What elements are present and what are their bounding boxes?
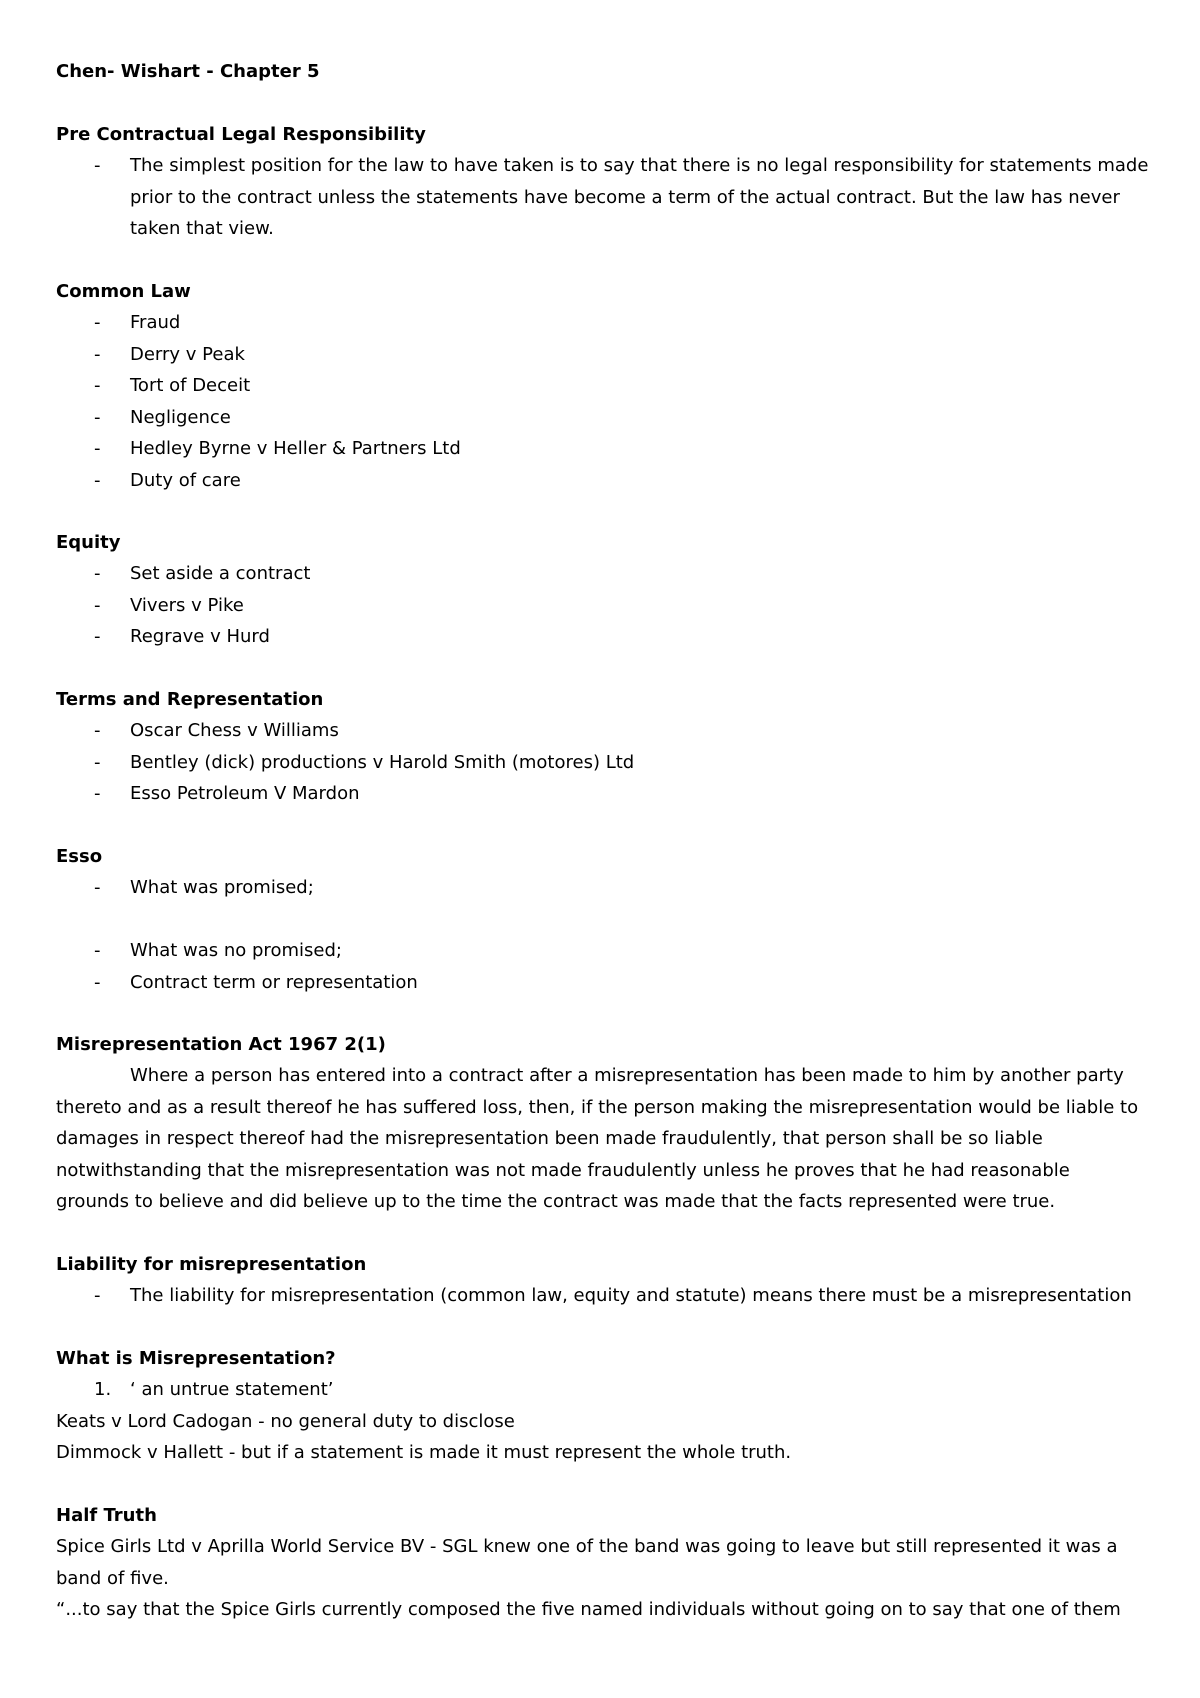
list-item: Bentley (dick) productions v Harold Smith (motores) Ltd — [130, 752, 635, 773]
bullet-dash: - — [94, 720, 101, 741]
bullet-dash: - — [94, 344, 101, 365]
case-line: Spice Girls Ltd v Aprilla World Service BV - SGL knew one of the band was going to leave but still represented it was a — [56, 1536, 1118, 1557]
bullet-dash: - — [94, 470, 101, 491]
quote-line: “...to say that the Spice Girls currently composed the five named individuals without going on to say that one of them — [56, 1599, 1121, 1620]
list-item: Duty of care — [130, 470, 241, 491]
list-number: 1. — [94, 1379, 112, 1400]
bullet-dash: - — [94, 626, 101, 647]
section-heading-equity: Equity — [56, 532, 121, 553]
statute-text-line: Where a person has entered into a contract after a misrepresentation has been made to him by another party — [130, 1065, 1124, 1086]
case-line: Keats v Lord Cadogan - no general duty to disclose — [56, 1411, 515, 1432]
list-item: Fraud — [130, 312, 181, 333]
list-item: Negligence — [130, 407, 231, 428]
bullet-dash: - — [94, 375, 101, 396]
paragraph-line: prior to the contract unless the statements have become a term of the actual contract. But the law has never — [130, 187, 1120, 208]
section-heading-half-truth: Half Truth — [56, 1505, 157, 1526]
statute-text-line: thereto and as a result thereof he has suffered loss, then, if the person making the misrepresentation would be liable to — [56, 1097, 1139, 1118]
bullet-dash: - — [94, 595, 101, 616]
list-item: Tort of Deceit — [130, 375, 251, 396]
case-line: Dimmock v Hallett - but if a statement is made it must represent the whole truth. — [56, 1442, 792, 1463]
statute-text-line: damages in respect thereof had the misrepresentation been made fraudulently, that person shall be so liable — [56, 1128, 1043, 1149]
section-heading-liability: Liability for misrepresentation — [56, 1254, 367, 1275]
list-item: Set aside a contract — [130, 563, 311, 584]
bullet-dash: - — [94, 438, 101, 459]
list-item: Vivers v Pike — [130, 595, 244, 616]
list-item: Esso Petroleum V Mardon — [130, 783, 360, 804]
list-item: What was no promised; — [130, 940, 342, 961]
section-heading-esso: Esso — [56, 846, 103, 867]
numbered-list-item: ‘ an untrue statement’ — [130, 1379, 334, 1400]
bullet-dash: - — [94, 752, 101, 773]
statute-text-line: notwithstanding that the misrepresentation was not made fraudulently unless he proves that he had reasonable — [56, 1160, 1070, 1181]
list-item: Oscar Chess v Williams — [130, 720, 339, 741]
document-title: Chen- Wishart - Chapter 5 — [56, 61, 320, 82]
bullet-dash: - — [94, 877, 101, 898]
bullet-dash: - — [94, 407, 101, 428]
bullet-dash: - — [94, 783, 101, 804]
section-heading-what-is-misrep: What is Misrepresentation? — [56, 1348, 336, 1369]
bullet-dash: - — [94, 972, 101, 993]
section-heading-misrep-act: Misrepresentation Act 1967 2(1) — [56, 1034, 386, 1055]
bullet-dash: - — [94, 155, 101, 176]
section-heading-terms: Terms and Representation — [56, 689, 324, 710]
list-item: Derry v Peak — [130, 344, 245, 365]
bullet-dash: - — [94, 563, 101, 584]
paragraph-line: taken that view. — [130, 218, 274, 239]
list-item: The liability for misrepresentation (common law, equity and statute) means there must be a misrepresentation — [130, 1285, 1132, 1306]
section-heading-pre-contractual: Pre Contractual Legal Responsibility — [56, 124, 426, 145]
list-item: What was promised; — [130, 877, 314, 898]
section-heading-common-law: Common Law — [56, 281, 191, 302]
case-line: band of five. — [56, 1568, 169, 1589]
bullet-dash: - — [94, 1285, 101, 1306]
paragraph-line: The simplest position for the law to have taken is to say that there is no legal responsibility for statements made — [130, 155, 1149, 176]
list-item: Regrave v Hurd — [130, 626, 270, 647]
list-item: Contract term or representation — [130, 972, 418, 993]
statute-text-line: grounds to believe and did believe up to the time the contract was made that the facts represented were true. — [56, 1191, 1056, 1212]
bullet-dash: - — [94, 312, 101, 333]
list-item: Hedley Byrne v Heller & Partners Ltd — [130, 438, 461, 459]
bullet-dash: - — [94, 940, 101, 961]
